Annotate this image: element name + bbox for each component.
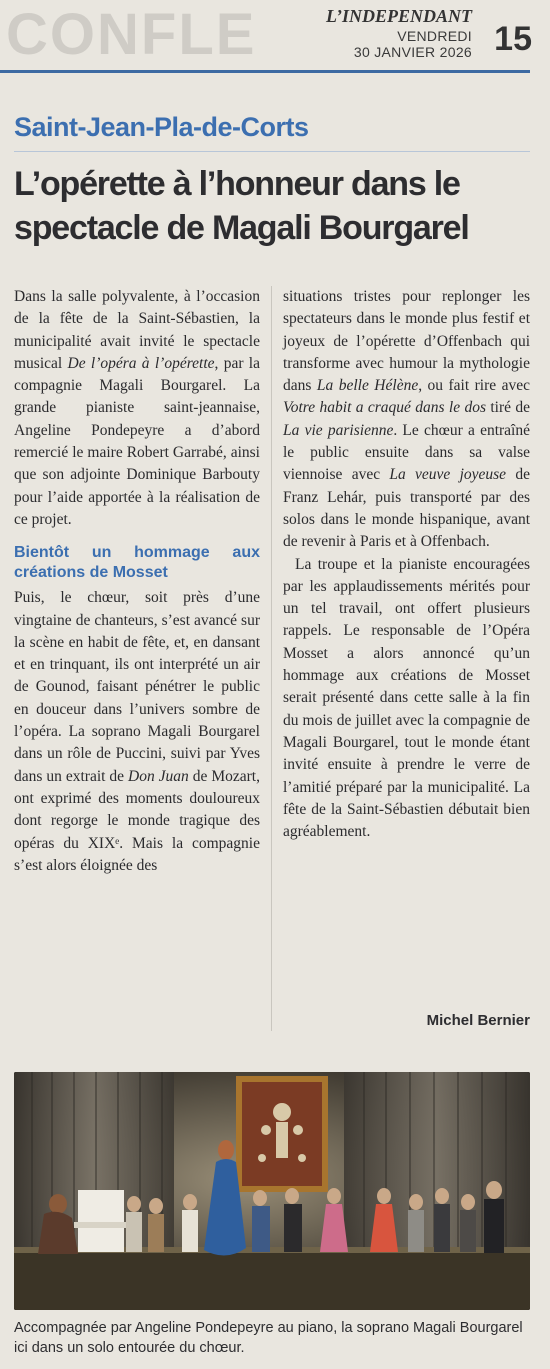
town-kicker: Saint-Jean-Pla-de-Corts <box>14 112 309 142</box>
section-ghost-label: CONFLE <box>6 2 257 67</box>
issue-day: VENDREDI <box>397 28 472 44</box>
stage-photo-illustration <box>14 1072 530 1310</box>
stage-photo <box>14 1072 530 1310</box>
author-byline: Michel Bernier <box>426 1012 530 1029</box>
column-divider <box>271 286 272 1031</box>
newspaper-name: L’INDEPENDANT <box>325 6 472 26</box>
article-headline: L’opérette à l’honneur dans le spectacle de Magali Bourgarel <box>14 165 469 247</box>
kicker-rule <box>14 151 530 152</box>
paragraph-operetta: situations tristes pour replonger les spectateurs dans le monde plus festif et joyeux de l’opérette d’Offenbach qui transforme avec humour la mythologie dans La belle Hélène, ou fait rire avec Votre habit a craqué dans le dos tiré de La vie parisienne. Le chœur a entraîné le public ensuite dans sa valse viennoise avec La veuve joyeuse de Franz Lehár, puis transporté par des solos dans le monde hispanique, avant de revenir à Paris et à Offenbach. <box>283 288 530 551</box>
article-column-left <box>14 286 260 877</box>
paragraph-choir: Puis, le chœur, soit près d’une vingtaine de chanteurs, s’est avancé sur la scène en habit de fête, et, en dansant et en trinquant, ils ont interprété un air de Gounod, faisant pénétrer le public en douceur dans l’univers sombre de l’opéra. La soprano Magali Bourgarel dans un rôle de Puccini, suivi par Yves dans un extrait de Don Juan de Mozart, ont exprimé des moments douloureux dont regorge le monde tragique des opéras du XIXᵉ. Mais la compagnie s’est alors éloignée des <box>14 589 260 874</box>
paragraph-intro: Dans la salle polyvalente, à l’occasion de la fête de la Saint-Sébastien, la municipalité avait invité le spectacle musical De l’opéra à l’opérette, par la compagnie Magali Bourgarel. La grande pianiste saint-jeannaise, Angeline Pondepeyre a d’abord remercié le maire Robert Garrabé, ainsi que son adjointe Dominique Barbouty pour l’aide apportée à la réalisation de ce projet. <box>14 288 260 528</box>
page-number: 15 <box>494 20 532 58</box>
issue-date: 30 JANVIER 2026 <box>353 44 472 60</box>
article-subhead: Bientôt un hommage aux créations de Mosset <box>14 544 260 582</box>
photo-caption: Accompagnée par Angeline Pondepeyre au piano, la soprano Magali Bourgarel ici dans un solo entourée du chœur. <box>14 1320 523 1356</box>
masthead-rule <box>0 70 530 73</box>
masthead <box>306 6 536 66</box>
paragraph-closing: La troupe et la pianiste encouragées par les applaudissements mérités pour un tel travail, ont offert plusieurs rappels. Le responsable de l’Opéra Mosset a alors annoncé qu’un hommage aux créations de Mosset serait présenté dans cette salle à la fin du mois de juillet avec la compagnie de Magali Bourgarel, tout le monde étant invité ensuite à prendre le verre de l’amitié préparé par la municipalité. La fête de la Saint-Sébastien débutait bien agréablement. <box>283 555 530 841</box>
article-column-right <box>283 286 530 843</box>
